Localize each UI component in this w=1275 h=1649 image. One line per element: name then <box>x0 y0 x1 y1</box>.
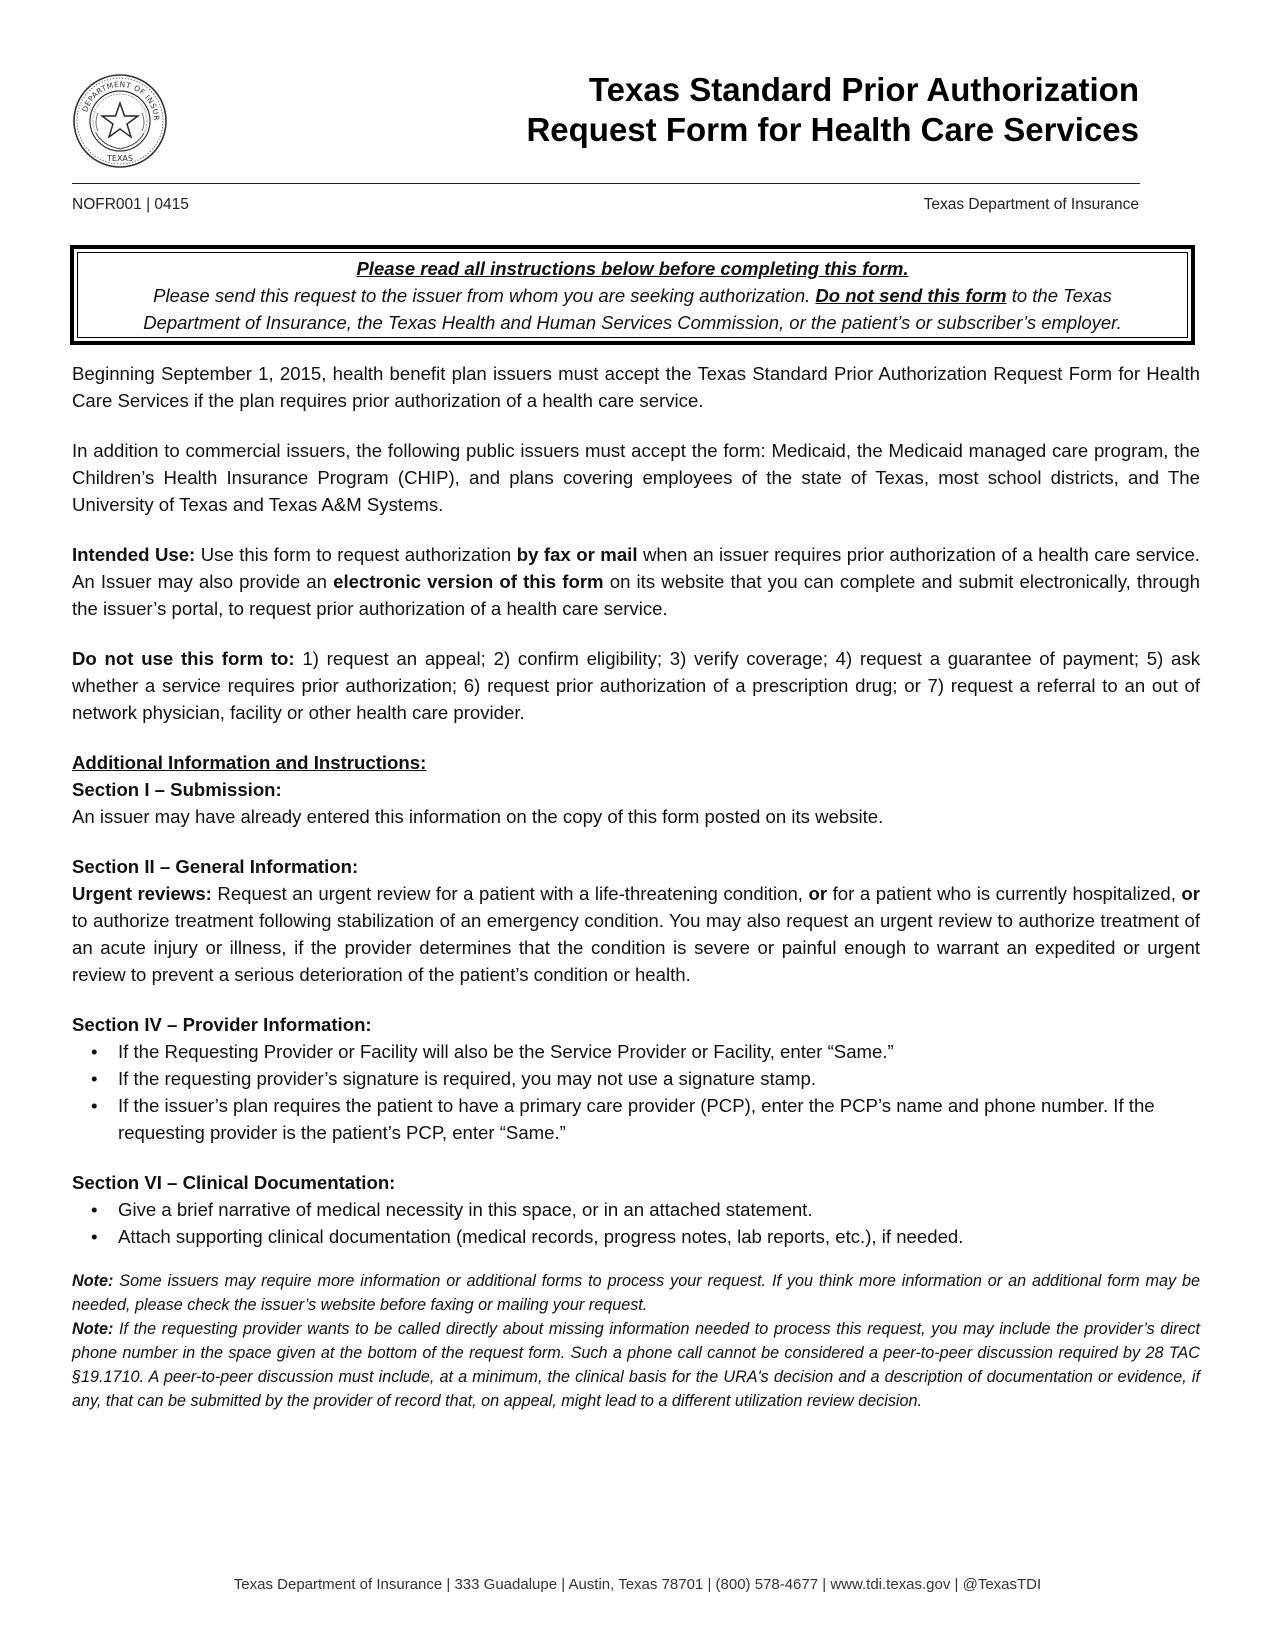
notice-line-1: Please send this request to the issuer from whom you are seeking authorization. Do not send this form to the Texas <box>153 285 1112 306</box>
header-divider <box>72 183 1140 184</box>
section-4-list <box>72 1038 1200 1146</box>
title-line-1: Texas Standard Prior Authorization <box>588 71 1139 108</box>
document-body <box>72 360 1200 1413</box>
svg-text:TEXAS: TEXAS <box>107 154 133 163</box>
state-seal-icon <box>72 73 168 169</box>
section-2-title: Section II – General Information: <box>72 856 359 877</box>
section-6-list <box>72 1196 1200 1250</box>
section-1-title: Section I – Submission: <box>72 779 282 800</box>
section-6-title: Section VI – Clinical Documentation: <box>72 1172 396 1193</box>
list-item: • Give a brief narrative of medical necessity in this space, or in an attached statement. <box>118 1196 1200 1223</box>
intended-use-paragraph: Intended Use: Use this form to request authorization by fax or mail when an issuer requires prior authorization of a health care service. An Issuer may also provide an electronic version of this form on its website that you can complete and submit electronically, through the issuer’s portal, to request prior authorization of a health care service. <box>72 544 1200 619</box>
intro-paragraph-1: Beginning September 1, 2015, health benefit plan issuers must accept the Texas Standard Prior Authorization Request Form for Health Care Services if the plan requires prior authorization of a health care service. <box>72 363 1200 411</box>
do-not-use-paragraph: Do not use this form to: 1) request an appeal; 2) confirm eligibility; 3) verify coverage; 4) request a guarantee of payment; 5) ask whether a service requires prior authorization; 6) request prior authorization of a prescription drug; or 7) request a referral to an out of network physician, facility or other health care provider. <box>72 648 1200 723</box>
form-code: NOFR001 | 0415 <box>72 196 189 213</box>
page-title <box>526 70 1139 150</box>
section-2-text: Urgent reviews: Request an urgent review for a patient with a life-threatening condition, or for a patient who is currently hospitalized, or to authorize treatment following stabilization of an emergency condition. You may also request an urgent review to authorize treatment of an acute injury or illness, if the provider determines that the condition is severe or painful enough to warrant an expedited or urgent review to prevent a serious deterioration of the patient’s condition or health. <box>72 883 1200 985</box>
do-not-send-emphasis: Do not send this form <box>815 285 1007 306</box>
agency-name: Texas Department of Insurance <box>923 196 1139 213</box>
additional-info-heading: Additional Information and Instructions: <box>72 752 427 773</box>
notes-block <box>72 1269 1200 1413</box>
instructions-notice-box <box>70 245 1195 345</box>
svg-text:DEPARTMENT OF INSURANCE: DEPARTMENT OF INSUR <box>80 79 162 122</box>
list-item: • If the requesting provider’s signature is required, you may not use a signature stamp. <box>118 1065 1200 1092</box>
section-4-title: Section IV – Provider Information: <box>72 1014 372 1035</box>
section-1-text: An issuer may have already entered this information on the copy of this form posted on its website. <box>72 806 884 827</box>
page-footer: Texas Department of Insurance | 333 Guadalupe | Austin, Texas 78701 | (800) 578-4677 | www.tdi.texas.gov | @TexasTDI <box>233 1576 1042 1593</box>
intro-paragraph-2: In addition to commercial issuers, the following public issuers must accept the form: Medicaid, the Medicaid managed care program, the Children’s Health Insurance Program (CHIP), and plans covering employees of the state of Texas, most school districts, and The University of Texas and Texas A&M Systems. <box>72 440 1200 515</box>
note-2: Note: If the requesting provider wants to be called directly about missing information needed to process this request, you may include the provider’s direct phone number in the space given at the bottom of the request form. Such a phone call cannot be considered a peer-to-peer discussion required by 28 TAC §19.1710. A peer-to-peer discussion must include, at a minimum, the clinical basis for the URA's decision and a description of documentation or evidence, if any, that can be submitted by the provider of record that, on appeal, might lead to a different utilization review decision. <box>72 1320 1200 1410</box>
list-item: • If the issuer’s plan requires the patient to have a primary care provider (PCP), enter the PCP’s name and phone number. If the requesting provider is the patient’s PCP, enter “Same.” <box>118 1092 1200 1146</box>
list-item: • Attach supporting clinical documentation (medical records, progress notes, lab reports, etc.), if needed. <box>118 1223 1200 1250</box>
notice-line-2: Department of Insurance, the Texas Health and Human Services Commission, or the patient’s or subscriber’s employer. <box>143 312 1122 333</box>
title-line-2: Request Form for Health Care Services <box>526 111 1139 148</box>
note-1: Note: Some issuers may require more information or additional forms to process your request. If you think more information or an additional form may be needed, please check the issuer’s website before faxing or mailing your request. <box>72 1272 1200 1314</box>
notice-heading: Please read all instructions below before completing this form. <box>356 258 909 279</box>
list-item: • If the Requesting Provider or Facility will also be the Service Provider or Facility, enter “Same.” <box>118 1038 1200 1065</box>
